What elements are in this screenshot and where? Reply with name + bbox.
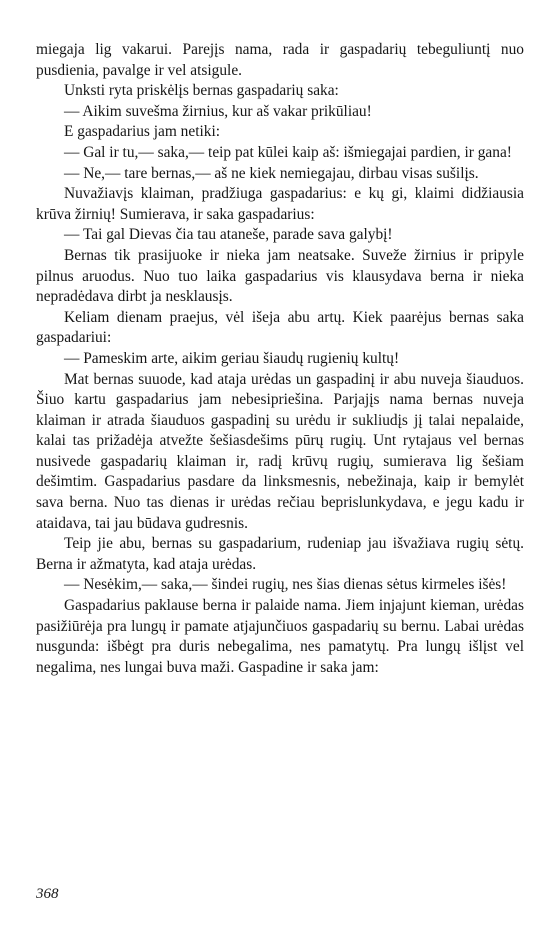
paragraph: Gaspadarius paklause berna ir palaide nama. Jiem injajunt kieman, urėdas pasižiūrėja pra lungų ir pamate atjajunčiuos gaspadarių su bernu. Labai urėdas nusgunda: išbėgt pra duris nebegalima, nes pamatytų. Pra lungų išlįst vel negalima, nes lungai buva maži. Gaspadine ir saka jam: — [36, 597, 524, 676]
paragraph: Keliam dienam praejus, vėl išeja abu artų. Kiek paarėjus bernas saka gaspadariui: — [36, 308, 524, 347]
dialogue-line: — Gal ir tu,— saka,— teip pat kūlei kaip aš: išmiegajai pardien, ir gana! — [64, 143, 512, 161]
paragraph: Nuvažiavįs klaiman, pradžiuga gaspadarius: e kų gi, klaimi didžiausia krūva žirnių! Sumierava, ir saka gaspadarius: — [36, 185, 524, 223]
paragraph: miegaja lig vakarui. Parejįs nama, rada ir gaspadarių tebeguliuntį nuo pusdienia, pavalge ir vel atsigule. — [36, 41, 524, 79]
dialogue-line: — Nesėkim,— saka,— šindei rugių, nes šias dienas sėtus kirmeles išės! — [64, 576, 507, 594]
page-body — [36, 40, 524, 678]
paragraph: Teip jie abu, bernas su gaspadarium, rudeniap jau išvažiava rugių sėtų. Berna ir ažmatyta, kad ataja urėdas. — [36, 535, 524, 573]
dialogue-line: — Ne,— tare bernas,— aš ne kiek nemiegajau, dirbau visas sušilįs. — [64, 164, 479, 182]
dialogue-line: — Pameskim arte, aikim geriau šiaudų rugienių kultų! — [64, 349, 400, 367]
paragraph: Unksti ryta priskėlįs bernas gaspadarių saka: — [64, 82, 339, 100]
page-number: 368 — [36, 886, 59, 902]
dialogue-line: — Tai gal Dievas čia tau ataneše, parade sava galybį! — [64, 226, 393, 244]
paragraph: E gaspadarius jam netiki: — [64, 123, 221, 141]
dialogue-line: — Aikim suvešma žirnius, kur aš vakar prikūliau! — [64, 102, 372, 120]
paragraph: Bernas tik prasijuoke ir nieka jam neatsake. Suveže žirnius ir pripyle pilnus aruodus. Nuo tuo laika gaspadarius vis klausydava berna ir nieka nepradėdava dirbt ja nesklausįs. — [36, 246, 524, 306]
paragraph: Mat bernas suuode, kad ataja urėdas un gaspadinį ir abu nuveja šiauduos. Šiuo kartu gaspadarius jam nebesipriešina. Parjajįs nama bernas nuveja klaiman ir atrada šiauduos gaspadinį su urėdu ir sukliudįs jį talai nepalaide, kalai tas prižadėja atvežte šešiasdešims pūrų rugių. Unt rytajaus vel bernas nusivede gaspadarių klaiman ir, radį krūvų rugių, sumierava lig šešiam dešimtim. Gaspadarius pasdare da linksmesnis, nebežinaja, kaip ir bemylėt sava berna. Nuo tas dienas ir urėdas rečiau beprislunkydava, e jegu kadu ir ataidava, tai jau būdava gudresnis. — [36, 370, 524, 532]
